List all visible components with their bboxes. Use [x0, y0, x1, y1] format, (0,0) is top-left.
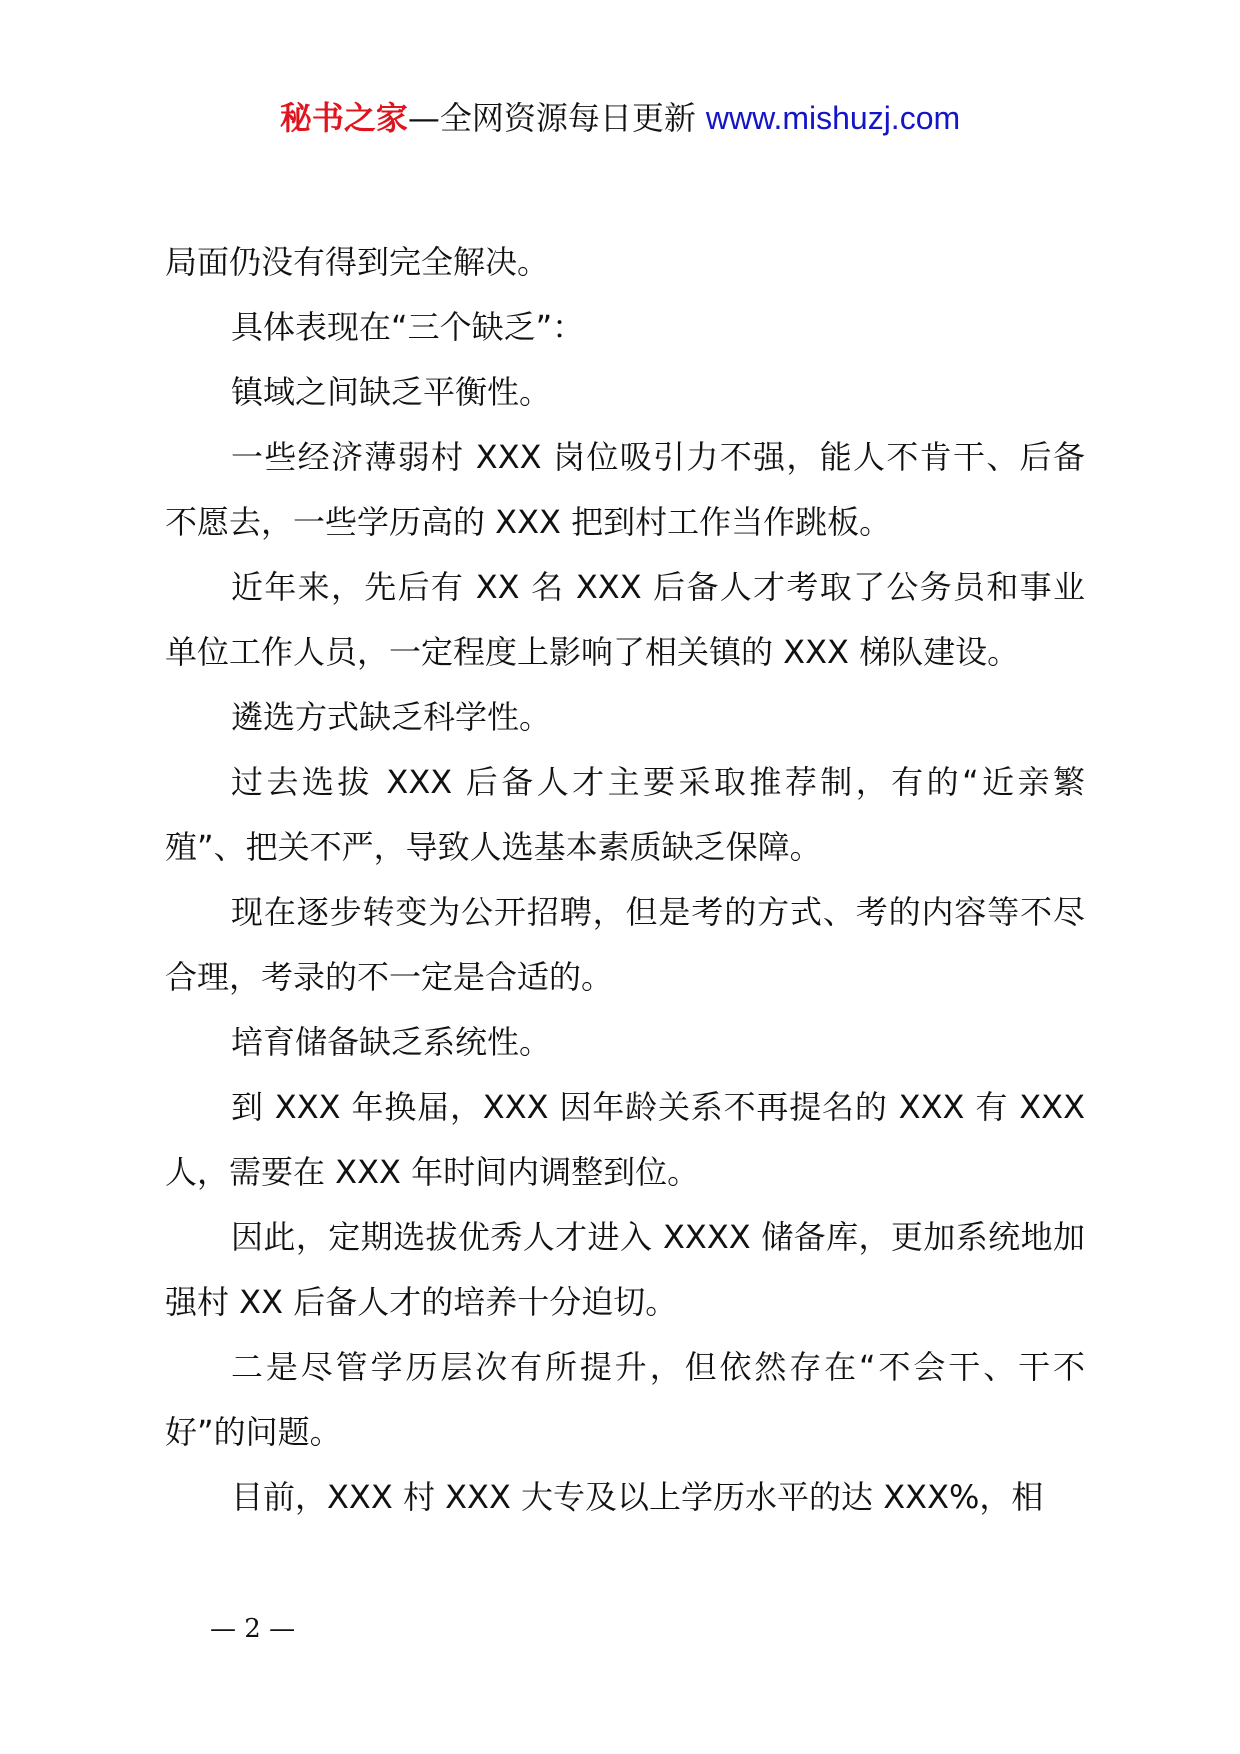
- paragraph: 培育储备缺乏系统性。: [231, 1023, 552, 1061]
- paragraph: 镇域之间缺乏平衡性。: [231, 373, 552, 411]
- document-body: [165, 230, 1085, 1530]
- paragraph: 一些经济薄弱村 XXX 岗位吸引力不强，能人不肯干、后备不愿去，一些学历高的 XXX 把到村工作当作跳板。: [165, 438, 1085, 541]
- paragraph: 遴选方式缺乏科学性。: [231, 698, 552, 736]
- paragraph: 目前，XXX 村 XXX 大专及以上学历水平的达 XXX%，相: [231, 1478, 1044, 1516]
- site-header: [0, 98, 1240, 138]
- page-number: — 2 —: [210, 1614, 296, 1644]
- paragraph: 近年来，先后有 XX 名 XXX 后备人才考取了公务员和事业单位工作人员，一定程度上影响了相关镇的 XXX 梯队建设。: [165, 568, 1085, 671]
- site-brand: 秘书之家: [279, 99, 408, 137]
- site-tagline: —全网资源每日更新: [407, 99, 696, 137]
- paragraph: 过去选拔 XXX 后备人才主要采取推荐制，有的“近亲繁殖”、把关不严，导致人选基本素质缺乏保障。: [165, 763, 1085, 866]
- paragraph: 二是尽管学历层次有所提升，但依然存在“不会干、干不好”的问题。: [165, 1348, 1085, 1451]
- paragraph: 局面仍没有得到完全解决。: [165, 243, 550, 281]
- paragraph: 具体表现在“三个缺乏”：: [231, 308, 585, 346]
- paragraph: 到 XXX 年换届，XXX 因年龄关系不再提名的 XXX 有 XXX 人，需要在 XXX 年时间内调整到位。: [165, 1088, 1085, 1191]
- paragraph: 现在逐步转变为公开招聘，但是考的方式、考的内容等不尽合理，考录的不一定是合适的。: [165, 893, 1085, 996]
- paragraph: 因此，定期选拔优秀人才进入 XXXX 储备库，更加系统地加强村 XX 后备人才的培养十分迫切。: [165, 1218, 1085, 1321]
- site-url-link[interactable]: www.mishuzj.com: [705, 100, 961, 136]
